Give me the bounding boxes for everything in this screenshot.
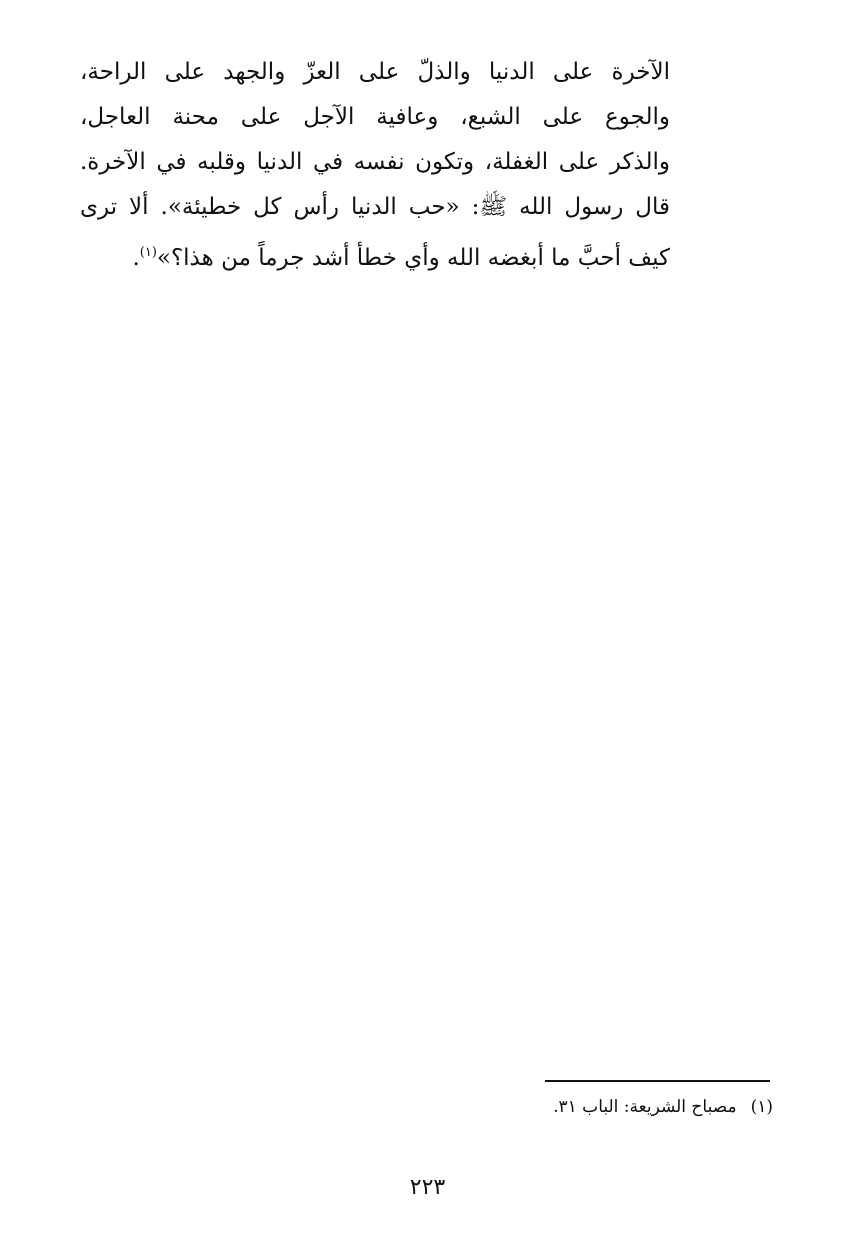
text-line-last: [80, 230, 670, 281]
main-text-block: [80, 50, 670, 281]
final-period: .: [132, 245, 140, 271]
footnote-reference[interactable]: (١): [139, 245, 157, 260]
text-line: والجوع على الشبع، وعافية الآجل على محنة العاجل،: [80, 104, 670, 130]
page-number: ٢٢٣: [409, 1175, 446, 1200]
footnote-text: مصباح الشريعة: الباب ٣١.: [553, 1097, 737, 1117]
footnote: [553, 1094, 773, 1120]
text-line: والذكر على الغفلة، وتكون نفسه في الدنيا وقلبه في الآخرة.: [80, 149, 670, 175]
text-line: قال رسول الله ﷺ: «حب الدنيا رأس كل خطيئة». ألا ترى: [80, 194, 670, 220]
footnote-number: (١): [750, 1097, 773, 1117]
text-line-last-content: كيف أحبَّ ما أبغضه الله وأي خطأ أشد جرماً من هذا؟»: [156, 245, 670, 271]
footnote-separator: [545, 1080, 770, 1082]
text-line: الآخرة على الدنيا والذلّ على العزّ والجهد على الراحة،: [80, 59, 670, 85]
